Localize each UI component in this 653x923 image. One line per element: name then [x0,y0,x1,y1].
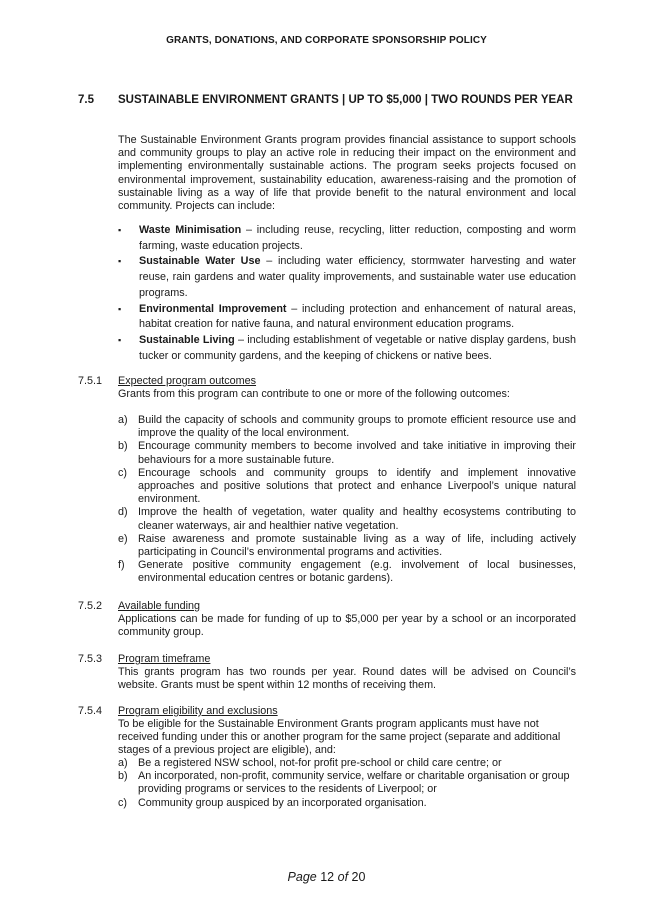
item-letter: d) [118,506,128,519]
item-text: Generate positive community engagement (e.g. involvement of local businesses, environmental education centres or botanic gardens). [138,559,576,585]
bullet-icon: ▪ [118,303,122,314]
eligibility-intro: To be eligible for the Sustainable Environment Grants program applicants must have not received funding under this or another program for the same project (separate and additional stages of a previous project are eligible), and: [118,718,561,757]
item-letter: b) [118,770,128,783]
bullet-term: Sustainable Water Use [139,255,261,268]
subsection-heading [78,375,578,389]
subsection-number: 7.5.2 [78,600,103,612]
funding-text: Applications can be made for funding of up to $5,000 per year by a school or an incorporated community group. [118,613,576,639]
item-text: Improve the health of vegetation, water quality and healthy ecosystems contributing to cleaner waterways, air and healthier native vegetation. [138,506,576,532]
page-word: Page [287,870,317,884]
bullet-term: Environmental Improvement [139,302,287,315]
bullet-text: – including water efficiency, stormwater harvesting and water reuse, rain gardens and water quality improvements, and sustainable water use education programs. [139,255,577,299]
subsection-number: 7.5.4 [78,705,103,717]
subsection-heading [78,653,578,667]
list-item [118,440,576,466]
list-item [118,302,576,333]
page-footer [0,870,653,884]
subsection-title: Available funding [118,600,201,612]
page-number: 12 [320,870,335,884]
item-letter: a) [118,414,128,426]
item-text: Build the capacity of schools and community groups to promote efficient resource use and improve the quality of the local environment. [138,414,576,440]
bullet-term: Sustainable Living [139,333,235,346]
subsection-heading [78,600,578,614]
list-item [118,254,576,301]
list-item [118,223,576,254]
list-item [118,533,576,559]
subsection-title: Program eligibility and exclusions [118,705,278,717]
bullet-text: – including reuse, recycling, litter reduction, composting and worm farming, waste education projects. [139,224,576,252]
item-letter: a) [118,757,128,769]
section-intro: The Sustainable Environment Grants program provides financial assistance to support schools and community groups to play an active role in reducing their impact on the environment and implementing environmentally sustainable actions. The program seeks projects focused on environmental improvement, sustainability education, awareness-raising and the promotion of sustainable living as a way of life that provide benefit to the natural environment and local community. Projects can include: [118,134,576,213]
subsection-number: 7.5.3 [78,653,103,665]
bullet-text: – including establishment of vegetable or native display gardens, bush tucker or community gardens, and the keeping of chickens or native bees. [139,333,576,362]
project-types-list [118,223,576,364]
list-item [118,770,576,796]
bullet-icon: ▪ [118,334,122,345]
subsection-title: Program timeframe [118,653,211,665]
item-text: Be a registered NSW school, not-for profit pre-school or child care centre; or [138,757,502,769]
subsection-heading [78,705,578,719]
of-word: of [337,870,349,884]
list-item [118,506,576,532]
item-letter: c) [118,466,127,479]
item-text: Community group auspiced by an incorporated organisation. [138,796,427,809]
list-item [118,467,576,507]
list-item [118,559,576,585]
page-total: 20 [351,870,366,884]
section-number: 7.5 [78,94,94,106]
item-letter: c) [118,796,127,809]
section-heading [78,94,578,124]
bullet-icon: ▪ [118,225,122,235]
bullet-text: – including protection and enhancement of natural areas, habitat creation for native fauna, and natural environment education programs. [139,302,576,331]
item-text: Encourage schools and community groups to identify and implement innovative approaches and positive solutions that protect and enhance Liverpool’s unique natural environment. [138,466,576,506]
list-item [118,414,576,440]
eligibility-list [118,757,576,810]
subsection-number: 7.5.1 [78,375,103,387]
item-text: Raise awareness and promote sustainable living as a way of life, including actively participating in Council’s environmental programs and activities. [138,532,576,559]
timeframe-text: This grants program has two rounds per year. Round dates will be advised on Council’s website. Grants must be spent within 12 months of receiving them. [118,666,576,692]
bullet-term: Waste Minimisation [139,224,242,236]
item-letter: e) [118,532,128,545]
outcomes-intro: Grants from this program can contribute to one or more of the following outcomes: [118,388,510,400]
document-header: GRANTS, DONATIONS, AND CORPORATE SPONSORSHIP POLICY [166,35,487,46]
list-item [118,333,576,364]
section-title: SUSTAINABLE ENVIRONMENT GRANTS | UP TO $5,000 | TWO ROUNDS PER YEAR [118,94,573,106]
item-letter: f) [118,559,125,572]
bullet-icon: ▪ [118,256,122,267]
item-letter: b) [118,440,128,453]
item-text: Encourage community members to become involved and take initiative in improving their behaviours for a more sustainable future. [138,440,576,466]
outcomes-list [118,414,576,586]
list-item [118,757,576,770]
subsection-title: Expected program outcomes [118,375,257,387]
list-item [118,797,576,810]
item-text: An incorporated, non-profit, community service, welfare or charitable organisation or group providing programs or services to the residents of Liverpool; or [138,770,570,796]
